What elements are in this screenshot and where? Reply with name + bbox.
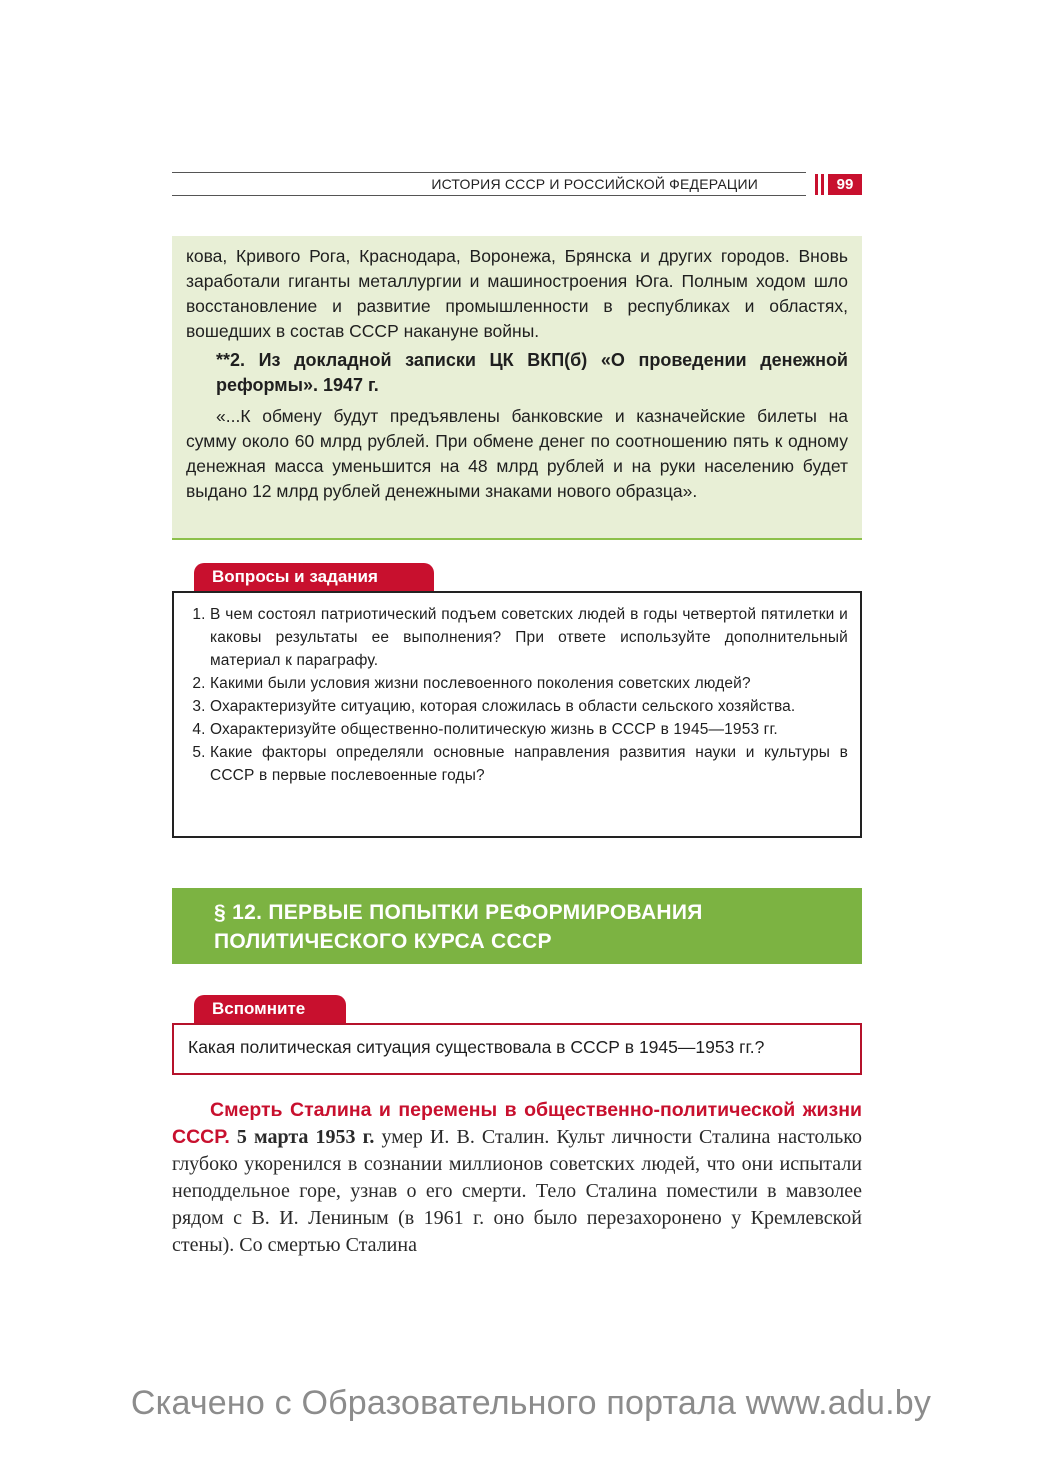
download-watermark: Скачено с Образовательного портала www.adu.by — [130, 1384, 932, 1422]
remember-tag: Вспомните — [194, 995, 346, 1023]
document-quote: «...К обмену будут предъявлены банковские и казначейские билеты на сумму около 60 млрд рублей. При обмене денег по соотношению пять к одному денежная масса уменьшится на 48 млрд рублей и на руки населению будет выдано 12 млрд рублей денежными знаками нового образца». — [186, 406, 848, 501]
running-title: ИСТОРИЯ СССР И РОССИЙСКОЙ ФЕДЕРАЦИИ — [431, 176, 758, 192]
page-header — [172, 172, 862, 198]
questions-tag: Вопросы и задания — [194, 563, 434, 591]
section-title-banner — [172, 888, 862, 964]
questions-box — [172, 591, 862, 838]
main-text — [172, 1097, 862, 1259]
question-item: 2. Какими были условия жизни послевоенного поколения советских людей? — [210, 672, 848, 695]
question-item: 3. Охарактеризуйте ситуацию, которая сложилась в области сельского хозяйства. — [210, 695, 848, 718]
question-item: 5. Какие факторы определяли основные направления развития науки и культуры в СССР в первые послевоенные годы? — [210, 741, 848, 787]
document-title: **2. Из докладной записки ЦК ВКП(б) «О проведении денежной реформы». 1947 г. — [216, 350, 848, 395]
remember-question: Какая политическая ситуация существовала в СССР в 1945—1953 гг.? — [188, 1037, 765, 1057]
header-rule-bottom — [172, 195, 806, 196]
page-number: 99 — [828, 174, 862, 195]
remember-box — [172, 1023, 862, 1075]
paragraph-heading: Смерть Сталина и перемены в общественно-политической жизни СССР. — [172, 1099, 862, 1148]
source-document-box — [172, 236, 862, 540]
header-accent-bars — [815, 174, 827, 195]
question-item: 4. Охарактеризуйте общественно-политическую жизнь в СССР в 1945—1953 гг. — [210, 718, 848, 741]
questions-list — [184, 603, 848, 787]
question-item: 1. В чем состоял патриотический подъем советских людей в годы четвертой пятилетки и каковы результаты ее выполнения? При ответе используйте дополнительный материал к параграфу. — [210, 603, 848, 672]
section-title-line-2: ПОЛИТИЧЕСКОГО КУРСА СССР — [214, 930, 552, 953]
header-rule-top — [172, 172, 806, 173]
main-paragraph — [172, 1097, 862, 1259]
section-title-line-1: § 12. ПЕРВЫЕ ПОПЫТКИ РЕФОРМИРОВАНИЯ — [214, 901, 703, 924]
source-paragraph: кова, Кривого Рога, Краснодара, Воронежа, Брянска и других городов. Вновь заработали гиганты металлургии и машиностроения Юга. Полным ходом шло восстановление и развитие промышленности в республиках и областях, вошедших в состав СССР накануне войны. — [186, 246, 848, 341]
date-highlight: 5 марта 1953 г. — [236, 1126, 375, 1148]
paragraph-body: умер И. В. Сталин. Культ личности Сталина настолько глубоко укоренился в сознании миллионов советских людей, что они испытали неподдельное горе, узнав о его смерти. Тело Сталина поместили в мавзолее рядом с В. И. Лениным (в 1961 г. оно было перезахоронено у Кремлевской стены). Со смертью Сталина — [172, 1126, 863, 1256]
